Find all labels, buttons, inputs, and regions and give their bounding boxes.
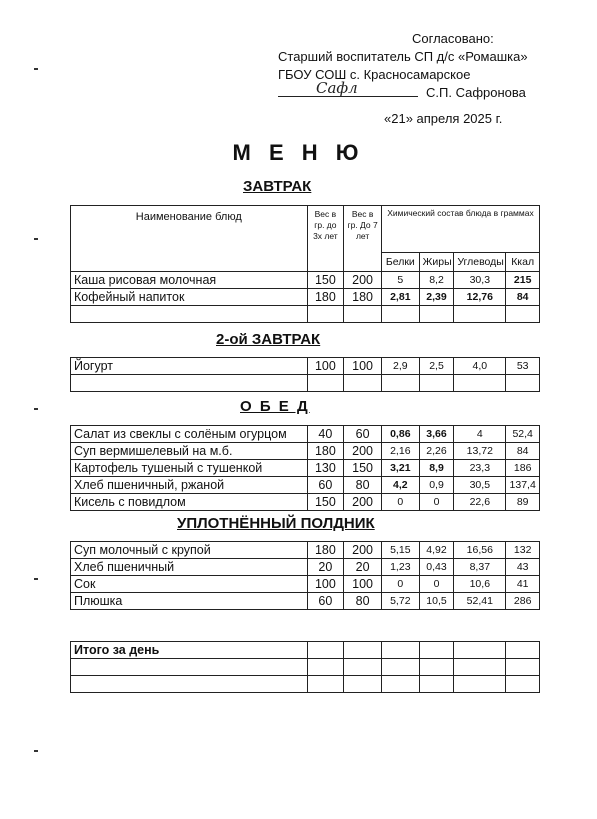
weight-7: 200 <box>344 443 382 460</box>
proteins: 0 <box>381 576 419 593</box>
proteins: 4,2 <box>381 477 419 494</box>
table-row <box>71 272 540 289</box>
approval-position: Старший воспитатель СП д/с «Ромашка» <box>278 49 528 64</box>
fats: 8,2 <box>419 272 454 289</box>
carbs: 4 <box>454 426 506 443</box>
scan-speck <box>34 578 38 580</box>
kcal: 286 <box>506 593 540 610</box>
fats: 2,26 <box>419 443 454 460</box>
weight-7: 100 <box>344 358 382 375</box>
dish-name: Суп вермишелевый на м.б. <box>71 443 308 460</box>
header-weight-7: Вес в гр. До 7 лет <box>344 206 382 272</box>
table-row <box>71 576 540 593</box>
page-title: М Е Н Ю <box>232 140 365 165</box>
fats: 0 <box>419 576 454 593</box>
header-kcal: Ккал <box>506 253 540 272</box>
weight-3: 150 <box>307 494 344 511</box>
header-dish-name: Наименование блюд <box>71 206 308 272</box>
approval-agreed: Согласовано: <box>412 31 494 46</box>
table-row <box>71 542 540 559</box>
signature: Сафл <box>316 79 358 97</box>
lunch-table <box>70 425 540 511</box>
table-row-empty <box>71 375 540 392</box>
table-row <box>71 426 540 443</box>
dish-name: Каша рисовая молочная <box>71 272 308 289</box>
kcal: 89 <box>506 494 540 511</box>
proteins: 1,23 <box>381 559 419 576</box>
header-fats: Жиры <box>419 253 454 272</box>
dish-name: Хлеб пшеничный, ржаной <box>71 477 308 494</box>
snack-table <box>70 541 540 610</box>
table-row <box>71 443 540 460</box>
proteins: 5,15 <box>381 542 419 559</box>
kcal: 52,4 <box>506 426 540 443</box>
fats: 0,9 <box>419 477 454 494</box>
carbs: 10,6 <box>454 576 506 593</box>
dish-name: Суп молочный с крупой <box>71 542 308 559</box>
weight-3: 40 <box>307 426 344 443</box>
total-label: Итого за день <box>71 642 308 659</box>
table-row <box>71 289 540 306</box>
table-row-empty <box>71 676 540 693</box>
kcal: 132 <box>506 542 540 559</box>
weight-7: 100 <box>344 576 382 593</box>
proteins: 2,9 <box>381 358 419 375</box>
carbs: 30,5 <box>454 477 506 494</box>
weight-3: 60 <box>307 593 344 610</box>
weight-7: 200 <box>344 542 382 559</box>
table-header-row <box>71 206 540 253</box>
proteins: 0 <box>381 494 419 511</box>
carbs: 8,37 <box>454 559 506 576</box>
approval-org: ГБОУ СОШ с. Красносамарское <box>278 67 471 82</box>
dish-name: Сок <box>71 576 308 593</box>
carbs: 4,0 <box>454 358 506 375</box>
table-row <box>71 494 540 511</box>
total-table <box>70 641 540 693</box>
weight-3: 180 <box>307 542 344 559</box>
table-row <box>71 477 540 494</box>
weight-3: 60 <box>307 477 344 494</box>
kcal: 84 <box>506 289 540 306</box>
carbs: 13,72 <box>454 443 506 460</box>
weight-7: 80 <box>344 477 382 494</box>
dish-name: Плюшка <box>71 593 308 610</box>
proteins: 2,81 <box>381 289 419 306</box>
weight-3: 150 <box>307 272 344 289</box>
proteins: 5 <box>381 272 419 289</box>
section-title-lunch: О Б Е Д <box>240 398 310 415</box>
proteins: 5,72 <box>381 593 419 610</box>
approval-name: С.П. Сафронова <box>426 85 526 100</box>
proteins: 3,21 <box>381 460 419 477</box>
fats: 2,5 <box>419 358 454 375</box>
carbs: 30,3 <box>454 272 506 289</box>
weight-3: 20 <box>307 559 344 576</box>
weight-3: 100 <box>307 358 344 375</box>
dish-name: Йогурт <box>71 358 308 375</box>
scan-speck <box>34 238 38 240</box>
dish-name: Салат из свеклы с солёным огурцом <box>71 426 308 443</box>
table-row-empty <box>71 659 540 676</box>
table-row-empty <box>71 306 540 323</box>
kcal: 41 <box>506 576 540 593</box>
kcal: 53 <box>506 358 540 375</box>
kcal: 215 <box>506 272 540 289</box>
carbs: 22,6 <box>454 494 506 511</box>
scan-speck <box>34 408 38 410</box>
kcal: 186 <box>506 460 540 477</box>
fats: 0 <box>419 494 454 511</box>
weight-3: 100 <box>307 576 344 593</box>
dish-name: Кофейный напиток <box>71 289 308 306</box>
carbs: 12,76 <box>454 289 506 306</box>
section-title-breakfast: ЗАВТРАК <box>243 178 312 195</box>
weight-7: 80 <box>344 593 382 610</box>
breakfast2-table <box>70 357 540 392</box>
weight-3: 130 <box>307 460 344 477</box>
carbs: 52,41 <box>454 593 506 610</box>
section-title-breakfast2: 2-ой ЗАВТРАК <box>216 331 321 348</box>
table-row <box>71 593 540 610</box>
section-title-snack: УПЛОТНЁННЫЙ ПОЛДНИК <box>177 515 375 532</box>
scan-speck <box>34 68 38 70</box>
table-row <box>71 460 540 477</box>
weight-3: 180 <box>307 443 344 460</box>
header-proteins: Белки <box>381 253 419 272</box>
fats: 3,66 <box>419 426 454 443</box>
weight-7: 20 <box>344 559 382 576</box>
proteins: 0,86 <box>381 426 419 443</box>
weight-7: 200 <box>344 272 382 289</box>
fats: 0,43 <box>419 559 454 576</box>
proteins: 2,16 <box>381 443 419 460</box>
scan-speck <box>34 750 38 752</box>
header-chem: Химический состав блюда в граммах <box>381 206 539 253</box>
approval-date: «21» апреля 2025 г. <box>384 111 503 126</box>
header-weight-3: Вес в гр. до 3х лет <box>307 206 344 272</box>
carbs: 23,3 <box>454 460 506 477</box>
dish-name: Картофель тушеный с тушенкой <box>71 460 308 477</box>
fats: 2,39 <box>419 289 454 306</box>
dish-name: Кисель с повидлом <box>71 494 308 511</box>
weight-7: 200 <box>344 494 382 511</box>
breakfast-table <box>70 205 540 323</box>
table-row <box>71 358 540 375</box>
weight-7: 60 <box>344 426 382 443</box>
weight-7: 150 <box>344 460 382 477</box>
kcal: 137,4 <box>506 477 540 494</box>
table-row <box>71 559 540 576</box>
dish-name: Хлеб пшеничный <box>71 559 308 576</box>
weight-3: 180 <box>307 289 344 306</box>
kcal: 43 <box>506 559 540 576</box>
weight-7: 180 <box>344 289 382 306</box>
header-carbs: Углеводы <box>454 253 506 272</box>
kcal: 84 <box>506 443 540 460</box>
fats: 8,9 <box>419 460 454 477</box>
total-row <box>71 642 540 659</box>
carbs: 16,56 <box>454 542 506 559</box>
fats: 4,92 <box>419 542 454 559</box>
fats: 10,5 <box>419 593 454 610</box>
